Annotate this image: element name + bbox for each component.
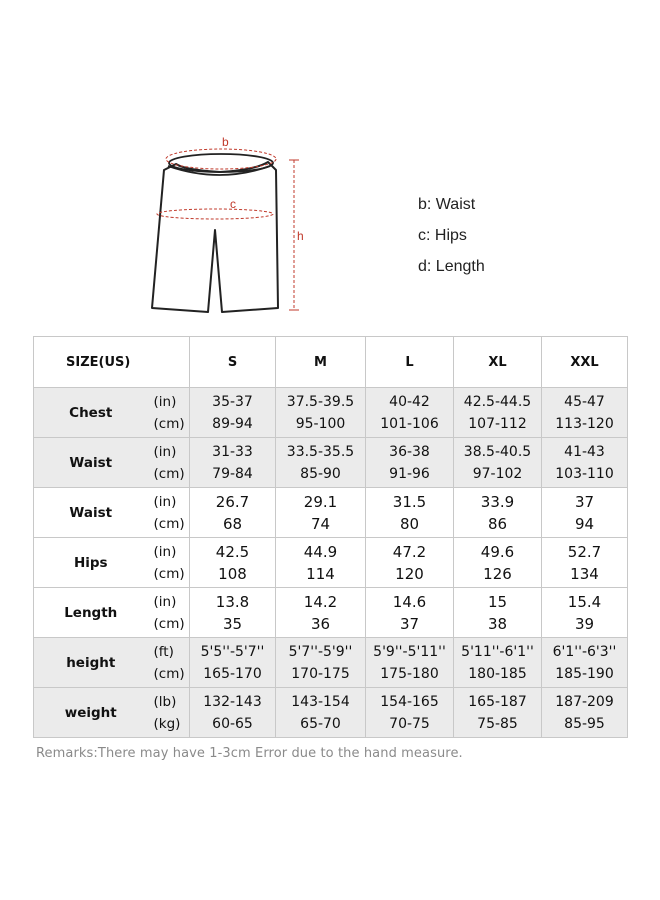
legend-waist: b: Waist — [418, 196, 476, 213]
cell-value: 41-43 — [564, 443, 605, 460]
cell-value: 14.2 — [303, 592, 338, 611]
cell-value: 39 — [574, 614, 595, 633]
cell-value: 15 — [487, 592, 508, 611]
cell-value: 33.9 — [480, 492, 515, 511]
table-cell — [276, 538, 366, 588]
table-row — [34, 638, 628, 688]
cell-value: 13.8 — [215, 592, 250, 611]
cell-value: 70-75 — [389, 715, 430, 732]
label-c: c — [230, 197, 236, 211]
size-header-xxl: XXL — [542, 337, 628, 388]
table-cell — [366, 538, 454, 588]
cell-value: 185-190 — [555, 665, 614, 682]
table-cell — [276, 588, 366, 638]
cell-value: 80 — [399, 514, 420, 533]
table-cell — [542, 588, 628, 638]
table-cell — [454, 388, 542, 438]
cell-value: 108 — [218, 564, 247, 583]
row-units — [148, 388, 190, 438]
row-label: height — [34, 638, 148, 688]
cell-value: 29.1 — [303, 492, 338, 511]
cell-value: 95-100 — [295, 415, 346, 432]
table-cell — [542, 538, 628, 588]
cell-value: 37 — [574, 492, 595, 511]
table-cell — [542, 388, 628, 438]
unit-label: (cm) — [153, 515, 185, 532]
table-cell — [276, 388, 366, 438]
cell-value: 36 — [310, 614, 331, 633]
cell-value: 35-37 — [212, 393, 253, 410]
cell-value: 44.9 — [303, 542, 338, 561]
label-b: b — [222, 135, 229, 149]
cell-value: 45-47 — [564, 393, 605, 410]
table-row — [34, 688, 628, 738]
table-row — [34, 588, 628, 638]
table-cell — [366, 438, 454, 488]
unit-label: (in) — [153, 493, 177, 510]
size-header-m: M — [276, 337, 366, 388]
row-label: Hips — [34, 538, 148, 588]
cell-value: 165-170 — [203, 665, 262, 682]
cell-value: 134 — [570, 564, 599, 583]
cell-value: 114 — [306, 564, 335, 583]
table-cell — [454, 688, 542, 738]
remarks-note: Remarks:There may have 1-3cm Error due to the hand measure. — [36, 746, 463, 761]
row-label: Waist — [34, 488, 148, 538]
cell-value: 40-42 — [389, 393, 430, 410]
row-units — [148, 638, 190, 688]
cell-value: 165-187 — [468, 693, 527, 710]
table-cell — [190, 538, 276, 588]
table-cell — [190, 488, 276, 538]
cell-value: 126 — [483, 564, 512, 583]
unit-label: (ft) — [153, 643, 174, 660]
cell-value: 74 — [310, 514, 331, 533]
unit-label: (cm) — [153, 615, 185, 632]
legend-length: d: Length — [418, 258, 485, 275]
cell-value: 15.4 — [567, 592, 602, 611]
cell-value: 86 — [487, 514, 508, 533]
table-row — [34, 488, 628, 538]
shorts-diagram — [140, 130, 330, 320]
shorts-outline — [152, 162, 278, 312]
header-row — [34, 337, 628, 388]
table-cell — [366, 688, 454, 738]
cell-value: 5'9''-5'11'' — [373, 643, 446, 660]
cell-value: 49.6 — [480, 542, 515, 561]
cell-value: 143-154 — [291, 693, 350, 710]
cell-value: 37 — [399, 614, 420, 633]
cell-value: 42.5-44.5 — [463, 393, 532, 410]
cell-value: 75-85 — [477, 715, 518, 732]
row-units — [148, 688, 190, 738]
unit-label: (lb) — [153, 693, 177, 710]
unit-label: (in) — [153, 593, 177, 610]
table-cell — [190, 588, 276, 638]
cell-value: 97-102 — [472, 465, 523, 482]
cell-value: 35 — [222, 614, 243, 633]
cell-value: 38 — [487, 614, 508, 633]
table-cell — [366, 638, 454, 688]
cell-value: 52.7 — [567, 542, 602, 561]
cell-value: 60-65 — [212, 715, 253, 732]
table-cell — [276, 488, 366, 538]
cell-value: 107-112 — [468, 415, 527, 432]
cell-value: 38.5-40.5 — [463, 443, 532, 460]
size-header-l: L — [366, 337, 454, 388]
cell-value: 5'11''-6'1'' — [461, 643, 534, 660]
size-header-s: S — [190, 337, 276, 388]
cell-value: 154-165 — [380, 693, 439, 710]
table-cell — [366, 588, 454, 638]
table-row — [34, 388, 628, 438]
table-cell — [542, 488, 628, 538]
row-units — [148, 438, 190, 488]
table-cell — [190, 688, 276, 738]
cell-value: 68 — [222, 514, 243, 533]
table-cell — [190, 638, 276, 688]
table-cell — [454, 538, 542, 588]
unit-label: (in) — [153, 443, 177, 460]
cell-value: 47.2 — [392, 542, 427, 561]
unit-label: (cm) — [153, 415, 185, 432]
table-cell — [454, 438, 542, 488]
cell-value: 37.5-39.5 — [286, 393, 355, 410]
row-units — [148, 588, 190, 638]
cell-value: 175-180 — [380, 665, 439, 682]
cell-value: 5'7''-5'9'' — [288, 643, 353, 660]
cell-value: 180-185 — [468, 665, 527, 682]
unit-label: (kg) — [153, 715, 181, 732]
cell-value: 79-84 — [212, 465, 253, 482]
size-us-header: SIZE(US) — [34, 337, 190, 388]
row-label: Chest — [34, 388, 148, 438]
row-label: Waist — [34, 438, 148, 488]
table-cell — [454, 638, 542, 688]
row-units — [148, 488, 190, 538]
table-cell — [276, 688, 366, 738]
cell-value: 89-94 — [212, 415, 253, 432]
cell-value: 36-38 — [389, 443, 430, 460]
table-cell — [276, 638, 366, 688]
size-header-xl: XL — [454, 337, 542, 388]
table-row — [34, 438, 628, 488]
cell-value: 94 — [574, 514, 595, 533]
table-cell — [454, 588, 542, 638]
cell-value: 31.5 — [392, 492, 427, 511]
cell-value: 120 — [395, 564, 424, 583]
row-units — [148, 538, 190, 588]
table-cell — [542, 438, 628, 488]
table-row — [34, 538, 628, 588]
cell-value: 101-106 — [380, 415, 439, 432]
cell-value: 132-143 — [203, 693, 262, 710]
cell-value: 14.6 — [392, 592, 427, 611]
cell-value: 170-175 — [291, 665, 350, 682]
unit-label: (cm) — [153, 665, 185, 682]
cell-value: 85-95 — [564, 715, 605, 732]
cell-value: 5'5''-5'7'' — [200, 643, 265, 660]
table-cell — [366, 488, 454, 538]
unit-label: (cm) — [153, 565, 185, 582]
cell-value: 42.5 — [215, 542, 250, 561]
row-label: Length — [34, 588, 148, 638]
legend-hips: c: Hips — [418, 227, 467, 244]
cell-value: 6'1''-6'3'' — [552, 643, 617, 660]
cell-value: 31-33 — [212, 443, 253, 460]
measurement-legend — [418, 192, 485, 285]
table-cell — [542, 688, 628, 738]
cell-value: 33.5-35.5 — [286, 443, 355, 460]
unit-label: (in) — [153, 393, 177, 410]
table-cell — [190, 438, 276, 488]
cell-value: 103-110 — [555, 465, 614, 482]
cell-value: 91-96 — [389, 465, 430, 482]
cell-value: 187-209 — [555, 693, 614, 710]
row-label: weight — [34, 688, 148, 738]
table-cell — [454, 488, 542, 538]
unit-label: (cm) — [153, 465, 185, 482]
table-cell — [276, 438, 366, 488]
size-chart-table — [33, 336, 628, 738]
cell-value: 65-70 — [300, 715, 341, 732]
label-h: h — [297, 229, 304, 243]
table-cell — [190, 388, 276, 438]
cell-value: 113-120 — [555, 415, 614, 432]
table-cell — [366, 388, 454, 438]
unit-label: (in) — [153, 543, 177, 560]
cell-value: 85-90 — [300, 465, 341, 482]
table-cell — [542, 638, 628, 688]
cell-value: 26.7 — [215, 492, 250, 511]
